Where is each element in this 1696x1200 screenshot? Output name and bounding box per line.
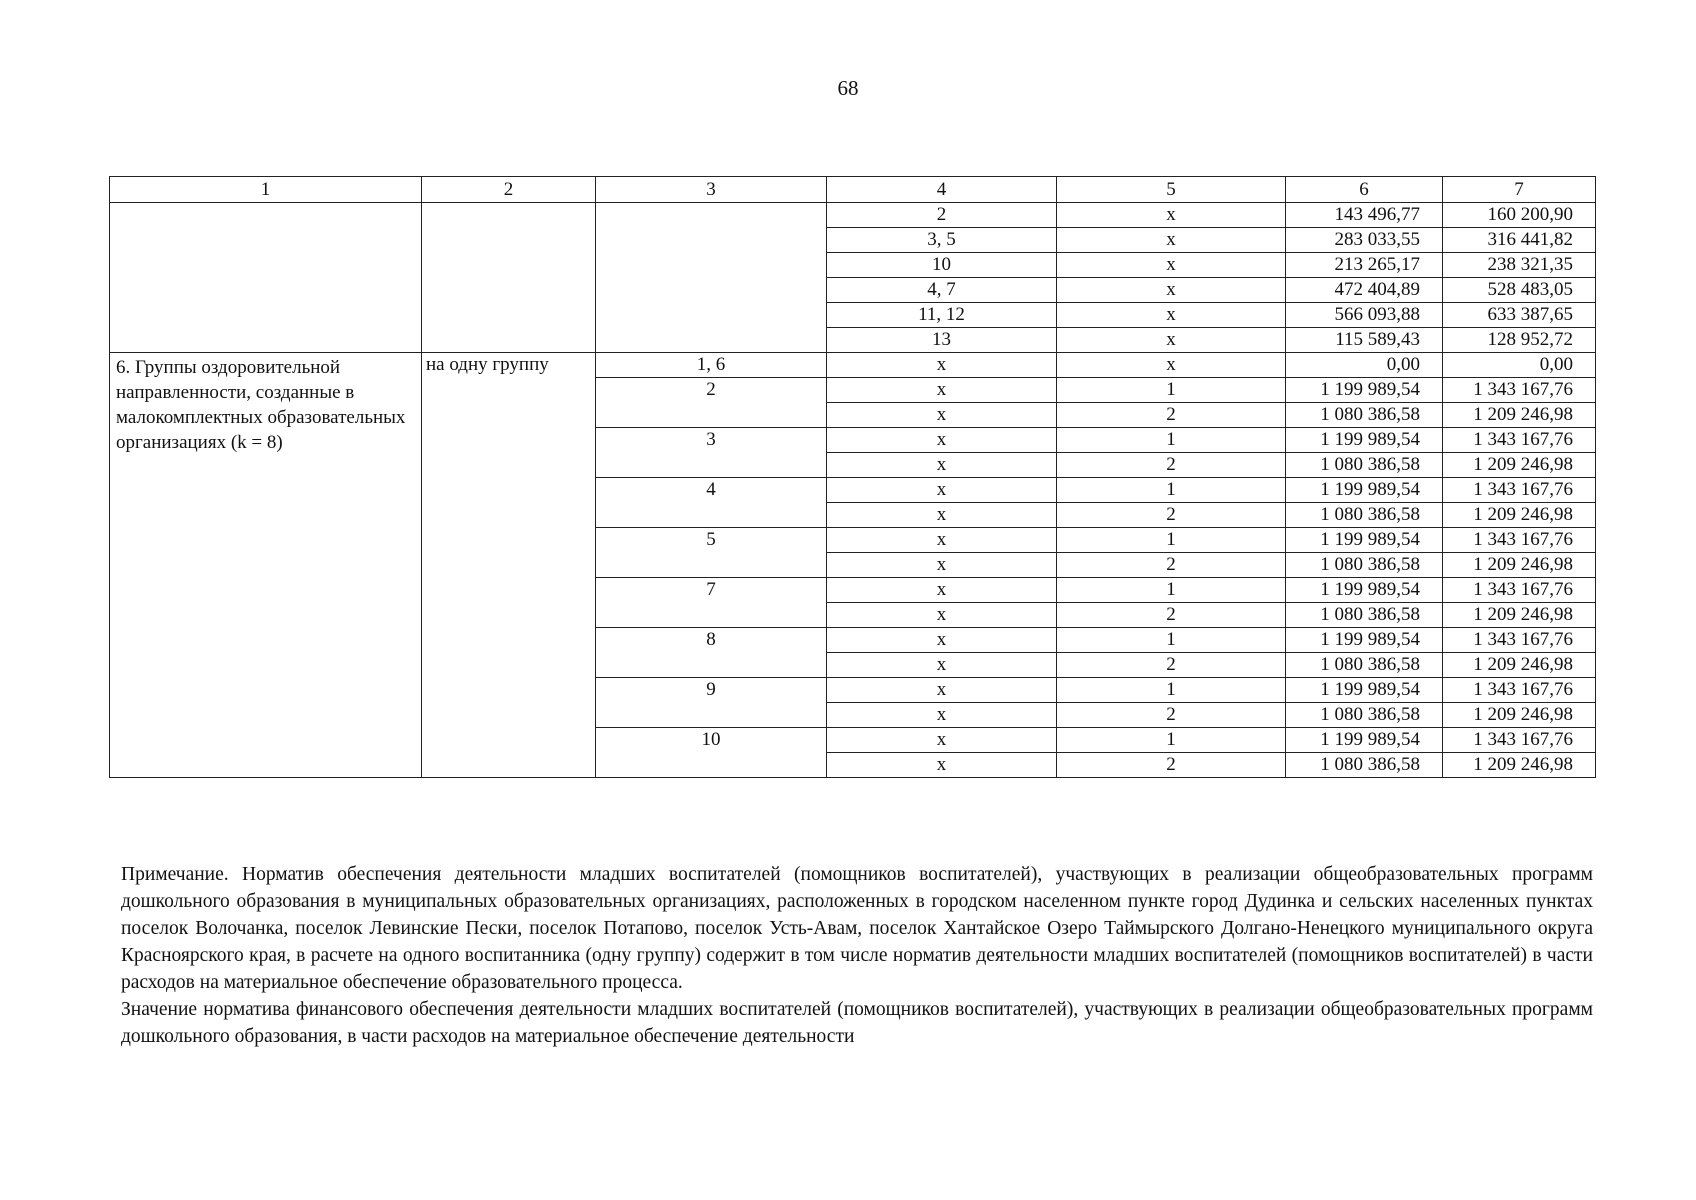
table-cell: 566 093,88 — [1286, 303, 1443, 328]
table-cell: 1 080 386,58 — [1286, 403, 1443, 428]
table-cell: 213 265,17 — [1286, 253, 1443, 278]
table-body — [110, 177, 1596, 778]
table-cell: 2 — [1057, 403, 1286, 428]
table-cell: 1 — [1057, 728, 1286, 753]
table-cell: 1 199 989,54 — [1286, 428, 1443, 453]
table-cell: 5 — [596, 528, 827, 578]
table-cell: 1 209 246,98 — [1443, 453, 1596, 478]
table-cell: 1 080 386,58 — [1286, 703, 1443, 728]
table-cell: 3 — [596, 428, 827, 478]
table-cell: 238 321,35 — [1443, 253, 1596, 278]
table-cell: 1 — [1057, 578, 1286, 603]
table-row — [110, 353, 1596, 378]
table-cell: х — [1057, 353, 1286, 378]
table-cell: 1 080 386,58 — [1286, 503, 1443, 528]
group-label: 6. Группы оздоровительной направленности, созданные в малокомплектных образовательных организациях (k = 8) — [110, 353, 422, 778]
table-cell: х — [827, 653, 1057, 678]
table-cell: х — [827, 528, 1057, 553]
table-cell: х — [1057, 253, 1286, 278]
note-paragraph: Примечание. Норматив обеспечения деятельности младших воспитателей (помощников воспитателей), участвующих в реализации общеобразовательных программ дошкольного образования в муниципальных образовательных организациях, расположенных в городском населенном пункте город Дудинка и сельских населенных пунктах поселок Волочанка, поселок Левинские Пески, поселок Потапово, поселок Усть-Авам, поселок Хантайское Озеро Таймырского Долгано-Ненецкого муниципального округа Красноярского края, в расчете на одного воспитанника (одну группу) содержит в том числе норматив деятельности младших воспитателей (помощников воспитателей) в части расходов на материальное обеспечение образовательного процесса. — [121, 864, 1593, 993]
table-cell: 2 — [1057, 753, 1286, 778]
note-block — [121, 861, 1593, 1050]
table-cell: 1 — [1057, 628, 1286, 653]
table-cell: 160 200,90 — [1443, 203, 1596, 228]
table-cell: 472 404,89 — [1286, 278, 1443, 303]
table-row — [110, 203, 1596, 228]
table-cell: 2 — [1057, 603, 1286, 628]
table-cell: 1 080 386,58 — [1286, 653, 1443, 678]
column-header: 3 — [596, 177, 827, 203]
table-cell: 633 387,65 — [1443, 303, 1596, 328]
column-header: 5 — [1057, 177, 1286, 203]
table-cell: х — [827, 678, 1057, 703]
table-cell: 0,00 — [1443, 353, 1596, 378]
table-cell: 115 589,43 — [1286, 328, 1443, 353]
table-cell: 4 — [596, 478, 827, 528]
table-cell: 10 — [596, 728, 827, 778]
table-cell: 13 — [827, 328, 1057, 353]
table-cell: 2 — [827, 203, 1057, 228]
table-cell: х — [827, 503, 1057, 528]
empty-cell — [110, 203, 422, 353]
table-cell: 1 209 246,98 — [1443, 403, 1596, 428]
table-cell: 2 — [1057, 503, 1286, 528]
column-header: 1 — [110, 177, 422, 203]
table-cell: 1 080 386,58 — [1286, 553, 1443, 578]
table-cell: 7 — [596, 578, 827, 628]
table-cell: 1 209 246,98 — [1443, 603, 1596, 628]
note-paragraph: Значение норматива финансового обеспечения деятельности младших воспитателей (помощников воспитателей), участвующих в реализации общеобразовательных программ дошкольного образования, в части расходов на материальное обеспечение деятельности — [121, 999, 1593, 1047]
table-cell: 1 199 989,54 — [1286, 728, 1443, 753]
table-cell: 1 199 989,54 — [1286, 678, 1443, 703]
empty-cell — [596, 203, 827, 353]
table-cell: 1 343 167,76 — [1443, 428, 1596, 453]
table-cell: 1 — [1057, 528, 1286, 553]
table-cell: 1 209 246,98 — [1443, 753, 1596, 778]
table-header-row — [110, 177, 1596, 203]
table-cell: 1 080 386,58 — [1286, 453, 1443, 478]
table-cell: 1 199 989,54 — [1286, 528, 1443, 553]
column-header: 4 — [827, 177, 1057, 203]
table-cell: 1 209 246,98 — [1443, 503, 1596, 528]
table-cell: 1 209 246,98 — [1443, 653, 1596, 678]
table-cell: 1 209 246,98 — [1443, 703, 1596, 728]
table-cell: 316 441,82 — [1443, 228, 1596, 253]
table-cell: х — [827, 603, 1057, 628]
column-header: 7 — [1443, 177, 1596, 203]
table-cell: х — [1057, 328, 1286, 353]
table-cell: х — [827, 378, 1057, 403]
table-cell: 1 199 989,54 — [1286, 378, 1443, 403]
table-cell: 1 199 989,54 — [1286, 478, 1443, 503]
table-cell: х — [1057, 203, 1286, 228]
table-cell: х — [827, 703, 1057, 728]
table-cell: 128 952,72 — [1443, 328, 1596, 353]
table-cell: 3, 5 — [827, 228, 1057, 253]
table-cell: 1 343 167,76 — [1443, 478, 1596, 503]
table-cell: 0,00 — [1286, 353, 1443, 378]
table-cell: х — [827, 753, 1057, 778]
table-cell: 2 — [1057, 453, 1286, 478]
table-cell: 1 — [1057, 678, 1286, 703]
table-cell: 1 343 167,76 — [1443, 678, 1596, 703]
table-cell: 11, 12 — [827, 303, 1057, 328]
table-cell: х — [827, 728, 1057, 753]
table-cell: 1 343 167,76 — [1443, 728, 1596, 753]
table-cell: 1 343 167,76 — [1443, 528, 1596, 553]
table-cell: 2 — [1057, 703, 1286, 728]
table-cell: х — [827, 553, 1057, 578]
table-cell: 1 343 167,76 — [1443, 378, 1596, 403]
table-cell: х — [827, 428, 1057, 453]
table-cell: х — [1057, 303, 1286, 328]
table-cell: 1 080 386,58 — [1286, 603, 1443, 628]
table-cell: х — [827, 403, 1057, 428]
table-cell: х — [827, 578, 1057, 603]
table-cell: х — [1057, 278, 1286, 303]
column-header: 6 — [1286, 177, 1443, 203]
table-cell: х — [827, 453, 1057, 478]
table-cell: 1 080 386,58 — [1286, 753, 1443, 778]
table-cell: 1 — [1057, 478, 1286, 503]
page-number: 68 — [837, 76, 859, 100]
norms-table — [109, 176, 1596, 778]
table-cell: 2 — [596, 378, 827, 428]
table-cell: 1 343 167,76 — [1443, 578, 1596, 603]
table-cell: 2 — [1057, 653, 1286, 678]
table-cell: 9 — [596, 678, 827, 728]
table-cell: 2 — [1057, 553, 1286, 578]
table-cell: 1, 6 — [596, 353, 827, 378]
table-cell: 1 199 989,54 — [1286, 628, 1443, 653]
table-cell: 8 — [596, 628, 827, 678]
table-cell: 528 483,05 — [1443, 278, 1596, 303]
table-cell: 1 343 167,76 — [1443, 628, 1596, 653]
table-cell: х — [827, 353, 1057, 378]
table-cell: 1 199 989,54 — [1286, 578, 1443, 603]
table-cell: 1 209 246,98 — [1443, 553, 1596, 578]
table-cell: 10 — [827, 253, 1057, 278]
table-cell: х — [1057, 228, 1286, 253]
table-cell: 1 — [1057, 428, 1286, 453]
empty-cell — [422, 203, 596, 353]
table-cell: х — [827, 628, 1057, 653]
table-cell: 1 — [1057, 378, 1286, 403]
unit-label: на одну группу — [422, 353, 596, 778]
table-cell: 4, 7 — [827, 278, 1057, 303]
table-cell: 143 496,77 — [1286, 203, 1443, 228]
table-cell: х — [827, 478, 1057, 503]
table-cell: 283 033,55 — [1286, 228, 1443, 253]
column-header: 2 — [422, 177, 596, 203]
